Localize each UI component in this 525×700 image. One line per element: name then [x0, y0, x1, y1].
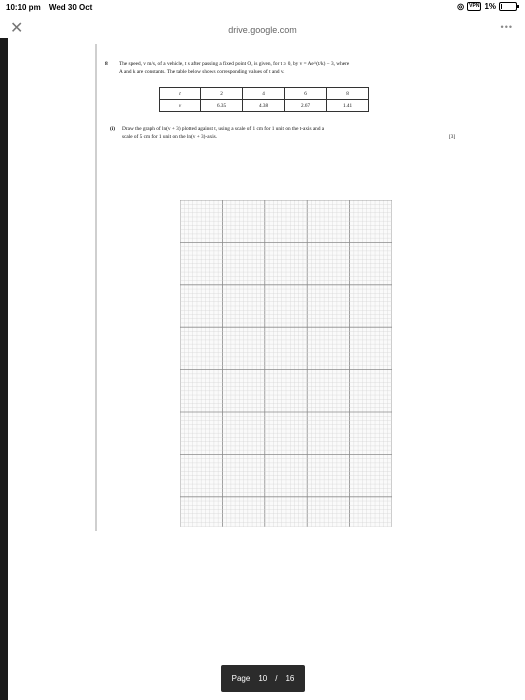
- url-label: drive.google.com: [228, 25, 297, 35]
- battery-fill: [501, 4, 502, 9]
- battery-icon: [499, 2, 517, 11]
- page-total: 16: [285, 674, 295, 683]
- more-options-button[interactable]: •••: [500, 22, 513, 32]
- close-button[interactable]: ✕: [10, 20, 24, 37]
- table-row-v: [160, 100, 369, 112]
- marks-label: [3]: [449, 134, 456, 140]
- page-label: Page: [231, 674, 251, 683]
- graph-paper: [180, 200, 392, 527]
- table-cell: 1.41: [327, 100, 369, 112]
- part-label: (i): [110, 126, 115, 132]
- data-table: [159, 87, 369, 112]
- table-cell: 2.67: [285, 100, 327, 112]
- question-line-1: The speed, v m/s, of a vehicle, t s after passing a fixed point O, is given, for t ≥ 0, by v = Ae^(t/k) − 3, where: [119, 61, 350, 67]
- question-line-2: A and k are constants. The table below shows corresponding values of t and v.: [119, 69, 285, 75]
- page-indicator: [221, 665, 305, 692]
- left-edge-strip: [0, 38, 8, 700]
- location-icon: ◎: [457, 2, 465, 11]
- document-page: [95, 44, 472, 531]
- status-date: Wed 30 Oct: [48, 3, 93, 12]
- status-time: 10:10 pm: [6, 3, 41, 12]
- table-cell: 4: [243, 88, 285, 100]
- table-cell: 6.35: [201, 100, 243, 112]
- table-row-t: [160, 88, 369, 100]
- status-bar: [0, 0, 525, 14]
- status-left: [6, 3, 98, 12]
- table-cell: 2: [201, 88, 243, 100]
- graph-paper-grid: [180, 200, 392, 527]
- status-right: [457, 2, 517, 11]
- part-line-1: Draw the graph of ln(v + 3) plotted against t, using a scale of 1 cm for 1 unit on the t-axis and a: [122, 126, 325, 132]
- table-cell: 4.38: [243, 100, 285, 112]
- table-header-v: v: [160, 100, 201, 112]
- page-current: 10: [258, 674, 268, 683]
- battery-percent: 1%: [484, 2, 496, 11]
- question-number: 8: [105, 61, 108, 67]
- table-cell: 8: [327, 88, 369, 100]
- vpn-badge: VPN: [469, 3, 480, 9]
- table-header-t: t: [160, 88, 201, 100]
- part-line-2: scale of 5 cm for 1 unit on the ln(v + 3)-axis.: [122, 134, 218, 140]
- page-separator: /: [275, 674, 278, 683]
- table-cell: 6: [285, 88, 327, 100]
